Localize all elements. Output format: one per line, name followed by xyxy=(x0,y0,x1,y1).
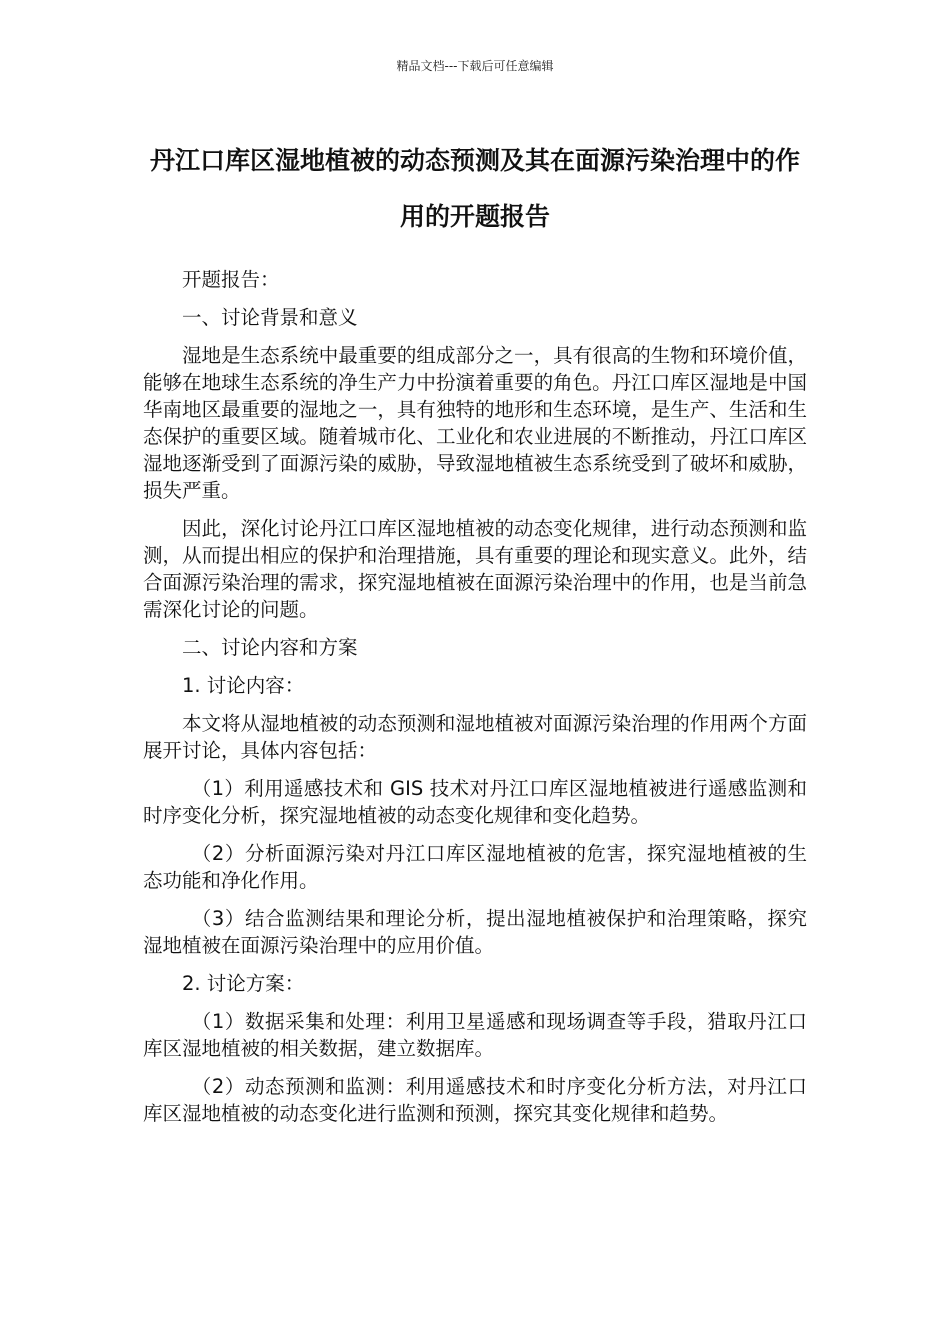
list-item-plan-2: （2）动态预测和监测：利用遥感技术和时序变化分析方法，对丹江口库区湿地植被的动态变化进行监测和预测，探究其变化规律和趋势。 xyxy=(143,1075,807,1125)
document-body xyxy=(143,266,807,1138)
list-item-plan-1: （1）数据采集和处理：利用卫星遥感和现场调查等手段，猎取丹江口库区湿地植被的相关数据，建立数据库。 xyxy=(143,1010,807,1060)
document-title: 丹江口库区湿地植被的动态预测及其在面源污染治理中的作用的开题报告 xyxy=(149,146,800,231)
subheading-plan: 2. 讨论方案： xyxy=(182,972,305,995)
list-item-content-3: （3）结合监测结果和理论分析，提出湿地植被保护和治理策略，探究湿地植被在面源污染治理中的应用价值。 xyxy=(143,907,807,957)
page-header-note: 精品文档---下载后可任意编辑 xyxy=(396,59,554,73)
list-item-content-2: （2）分析面源污染对丹江口库区湿地植被的危害，探究湿地植被的生态功能和净化作用。 xyxy=(143,842,807,892)
list-item-content-1: （1）利用遥感技术和 GIS 技术对丹江口库区湿地植被进行遥感监测和时序变化分析，探究湿地植被的动态变化规律和变化趋势。 xyxy=(143,777,807,827)
section-heading-background: 一、讨论背景和意义 xyxy=(182,306,358,329)
subheading-content: 1. 讨论内容： xyxy=(182,674,305,697)
section-heading-content-plan: 二、讨论内容和方案 xyxy=(182,636,358,659)
paragraph-background-1: 湿地是生态系统中最重要的组成部分之一，具有很高的生物和环境价值，能够在地球生态系统的净生产力中扮演着重要的角色。丹江口库区湿地是中国华南地区最重要的湿地之一，具有独特的地形和生态环境，是生产、生活和生态保护的重要区域。随着城市化、工业化和农业进展的不断推动，丹江口库区湿地逐渐受到了面源污染的威胁，导致湿地植被生态系统受到了破坏和威胁，损失严重。 xyxy=(143,344,807,502)
paragraph-background-2: 因此，深化讨论丹江口库区湿地植被的动态变化规律，进行动态预测和监测，从而提出相应的保护和治理措施，具有重要的理论和现实意义。此外，结合面源污染治理的需求，探究湿地植被在面源污染治理中的作用，也是当前急需深化讨论的问题。 xyxy=(143,517,807,621)
paragraph-content-intro: 本文将从湿地植被的动态预测和湿地植被对面源污染治理的作用两个方面展开讨论，具体内容包括： xyxy=(143,712,807,762)
section-label-report: 开题报告： xyxy=(182,268,280,291)
